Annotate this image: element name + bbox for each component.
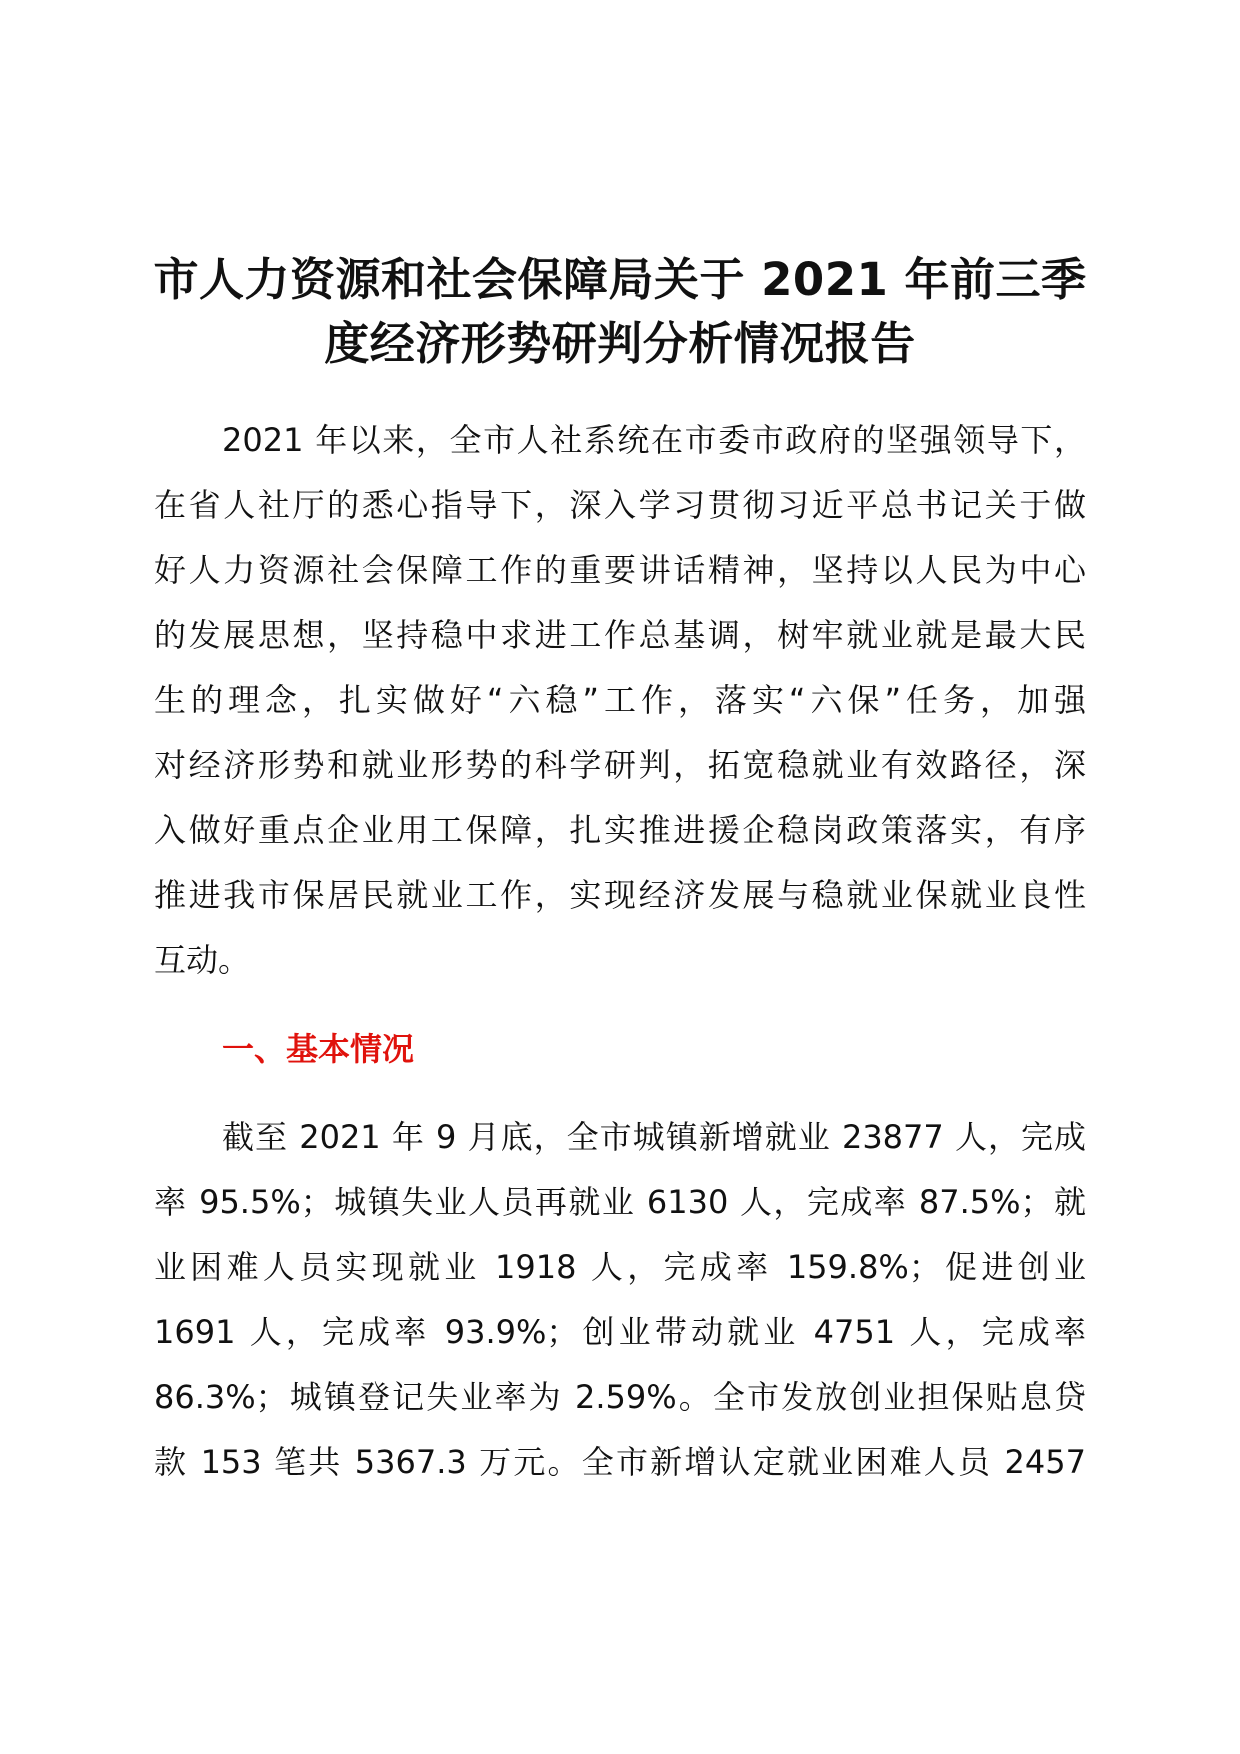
title-line: 度经济形势研判分析情况报告 bbox=[324, 317, 916, 370]
paragraph-line: 86.3%；城镇登记失业率为 2.59%。全市发放创业担保贴息贷 bbox=[154, 1378, 1086, 1416]
paragraph-line: 率 95.5%；城镇失业人员再就业 6130 人，完成率 87.5%；就 bbox=[154, 1183, 1086, 1221]
paragraph-line: 生的理念，扎实做好“六稳”工作，落实“六保”任务，加强 bbox=[154, 681, 1086, 719]
paragraph-line: 好人力资源社会保障工作的重要讲话精神，坚持以人民为中心 bbox=[154, 551, 1086, 589]
paragraph-line: 对经济形势和就业形势的科学研判，拓宽稳就业有效路径，深 bbox=[154, 746, 1086, 784]
paragraph-line: 推进我市保居民就业工作，实现经济发展与稳就业保就业良性 bbox=[154, 876, 1086, 914]
paragraph-line: 2021 年以来，全市人社系统在市委市政府的坚强领导下， bbox=[222, 421, 1086, 459]
intro-paragraph bbox=[154, 408, 1086, 993]
section-heading-basic: 一、基本情况 bbox=[222, 1030, 415, 1068]
paragraph-line: 互动。 bbox=[154, 941, 251, 979]
paragraph-line: 业困难人员实现就业 1918 人，完成率 159.8%；促进创业 bbox=[154, 1248, 1086, 1286]
paragraph-line: 款 153 笔共 5367.3 万元。全市新增认定就业困难人员 2457 bbox=[154, 1443, 1086, 1481]
paragraph-line: 的发展思想，坚持稳中求进工作总基调，树牢就业就是最大民 bbox=[154, 616, 1086, 654]
paragraph-line: 入做好重点企业用工保障，扎实推进援企稳岗政策落实，有序 bbox=[154, 811, 1086, 849]
basic-situation-paragraph bbox=[154, 1105, 1086, 1495]
title-line: 市人力资源和社会保障局关于 2021 年前三季 bbox=[153, 253, 1087, 306]
paragraph-line: 截至 2021 年 9 月底，全市城镇新增就业 23877 人，完成 bbox=[222, 1118, 1086, 1156]
paragraph-line: 1691 人，完成率 93.9%；创业带动就业 4751 人，完成率 bbox=[154, 1313, 1086, 1351]
document-title bbox=[150, 248, 1090, 376]
paragraph-line: 在省人社厅的悉心指导下，深入学习贯彻习近平总书记关于做 bbox=[154, 486, 1086, 524]
